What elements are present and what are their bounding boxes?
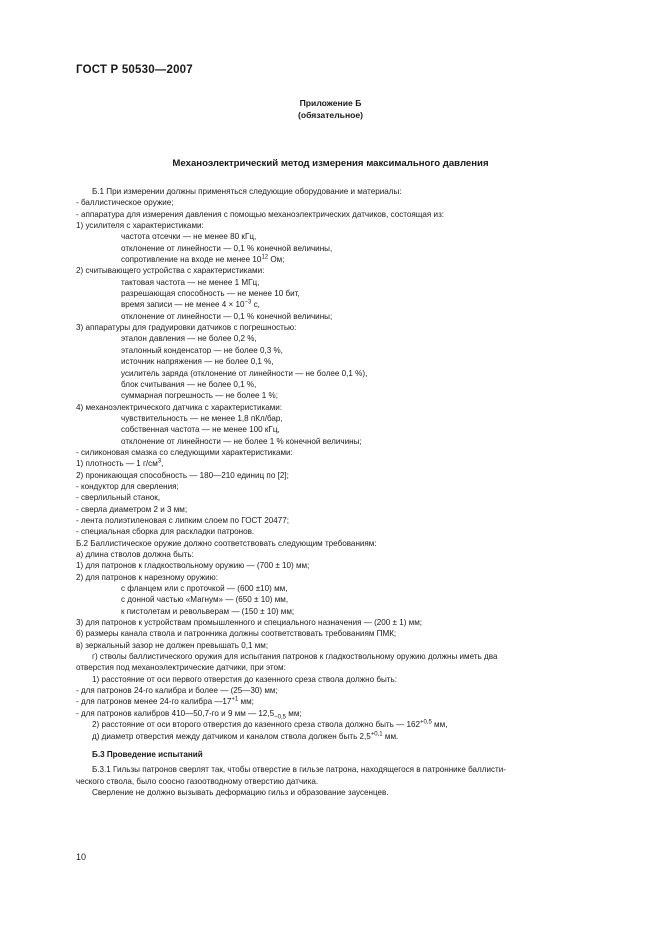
list-item: разрешающая способность — не менее 10 бит, [121,289,300,299]
list-item: - сверла диаметром 2 и 3 мм; [76,504,188,514]
paragraph-line: Сверление не должно вызывать деформацию гильз и образование заусенцев. [92,787,389,797]
list-item: частота отсечки — не менее 80 кГц, [121,232,257,242]
list-item: 2) для патронов к нарезному оружию: [76,572,218,582]
list-item: д) диаметр отверстия между датчиком и каналом ствола должен быть $2,5^{+0,1}$ мм. [92,730,399,741]
list-item: 4) механоэлектрического датчика с характеристиками: [76,402,283,412]
list-item: - кондуктор для сверления; [76,481,179,491]
list-item: отверстия под механоэлектрические датчики, при этом: [76,663,286,673]
list-item: 1) расстояние от оси первого отверстия до казенного среза ствола должно быть: [92,674,397,684]
paragraph-line: ческого ствола, было соосно газоотводному отверстию датчика. [76,776,319,786]
list-item: время записи — не менее $4 \times 10^{-3}$ с, [121,299,260,310]
list-item: - специальная сборка для раскладки патронов. [76,527,255,537]
list-item: эталон давления — не более 0,2 %, [121,334,257,344]
list-item: суммарная погрешность — не более 1 %; [121,391,278,401]
list-item: 2) проникающая способность — 180—210 единиц по [2]; [76,470,289,480]
list-item: - баллистическое оружие; [76,198,174,208]
list-item: отклонение от линейности — 0,1 % конечной величины; [121,311,333,321]
annex-status: (обязательное) [297,110,364,120]
annex-title: Приложение Б [299,98,362,108]
list-item: усилитель заряда (отклонение от линейности — не более 0,1 %), [121,368,368,378]
list-item: а) длина стволов должна быть: [76,550,194,559]
page-number: 10 [76,852,87,862]
list-item: чувствительность — не менее 1,8 пКл/бар, [121,413,283,423]
list-item: сопротивление на входе не менее $10^{12}$ Ом; [121,254,285,265]
list-item: источник напряжения — не более 0,1 %, [121,357,274,367]
list-item: - для патронов калибров 410—50,7-го и 9 мм — $12,5_{-0,5}$ мм; [76,708,302,721]
list-item: б) размеры канала ствола и патронника должны соответствовать требованиям ПМК; [76,629,397,639]
standard-designation: ГОСТ Р 50530—2007 [76,64,193,76]
list-item: собственная частота — не менее 100 кГц, [121,425,280,435]
list-item: 3) для патронов к устройствам промышленного и специального назначения — (200 ± 1) мм; [76,618,423,628]
paragraph-b1: Б.1 При измерении должны применяться следующие оборудование и материалы: [92,187,402,196]
list-item: эталонный конденсатор — не более 0,3 %, [121,345,283,355]
list-item: - аппаратура для измерения давления с помощью механоэлектрических датчиков, состоящая из: [76,209,445,219]
list-item: - для патронов 24-го калибра и более — (25—30) мм; [76,686,278,696]
paragraph-b3-1: Б.3.1 Гильзы патронов сверлят так, чтобы отверстие в гильзе патрона, находящегося в патроннике баллисти- [92,765,506,775]
list-item: с донной частью «Магнум» — (650 ± 10) мм, [121,595,289,605]
list-item: 3) аппаратуры для градуировки датчиков с погрешностью: [76,323,297,333]
list-item: - для патронов менее 24-го калибра $—17^{+1}$ мм; [76,696,254,707]
list-item: отклонение от линейности — не более 1 % конечной величины; [121,436,362,446]
list-item: - сверлильный станок, [76,493,161,503]
section-title: Механоэлектрический метод измерения максимального давления [172,158,489,169]
list-item: г) стволы баллистического оружия для испытания патронов к гладкоствольному оружию должны иметь два [92,652,498,662]
subsection-heading-b3: Б.3 Проведение испытаний [92,749,203,759]
list-item: 2) считывающего устройства с характеристиками: [76,266,265,276]
list-item: 1) усилителя с характеристиками: [76,221,204,231]
list-item: к пистолетам и револьверам — (150 ± 10) мм; [121,606,295,616]
list-item: - силиконовая смазка со следующими характеристиками: [76,447,293,457]
list-item: отклонение от линейности — 0,1 % конечной величины, [121,243,333,253]
document-body [76,186,588,798]
paragraph-b2: Б.2 Баллистическое оружие должно соответствовать следующим требованиям: [76,538,377,548]
list-item: 1) для патронов к гладкоствольному оружию — (700 ± 10) мм; [76,561,310,571]
list-item: в) зеркальный зазор не должен превышать 0,1 мм; [76,640,269,650]
list-item: блок считывания — не более 0,1 %, [121,379,257,389]
list-item: с фланцем или с проточкой — (600 ±10) мм, [121,584,288,594]
list-item: тактовая частота — не менее 1 МГц, [121,277,260,287]
list-item: - лента полиэтиленовая с липким слоем по ГОСТ 20477; [76,515,290,525]
list-item: 1) плотность — 1 $г/см^3$, [76,458,164,469]
list-item: 2) расстояние от оси второго отверстия до казенного среза ствола должно быть — $162^{+0,5}$ мм, [92,719,448,730]
